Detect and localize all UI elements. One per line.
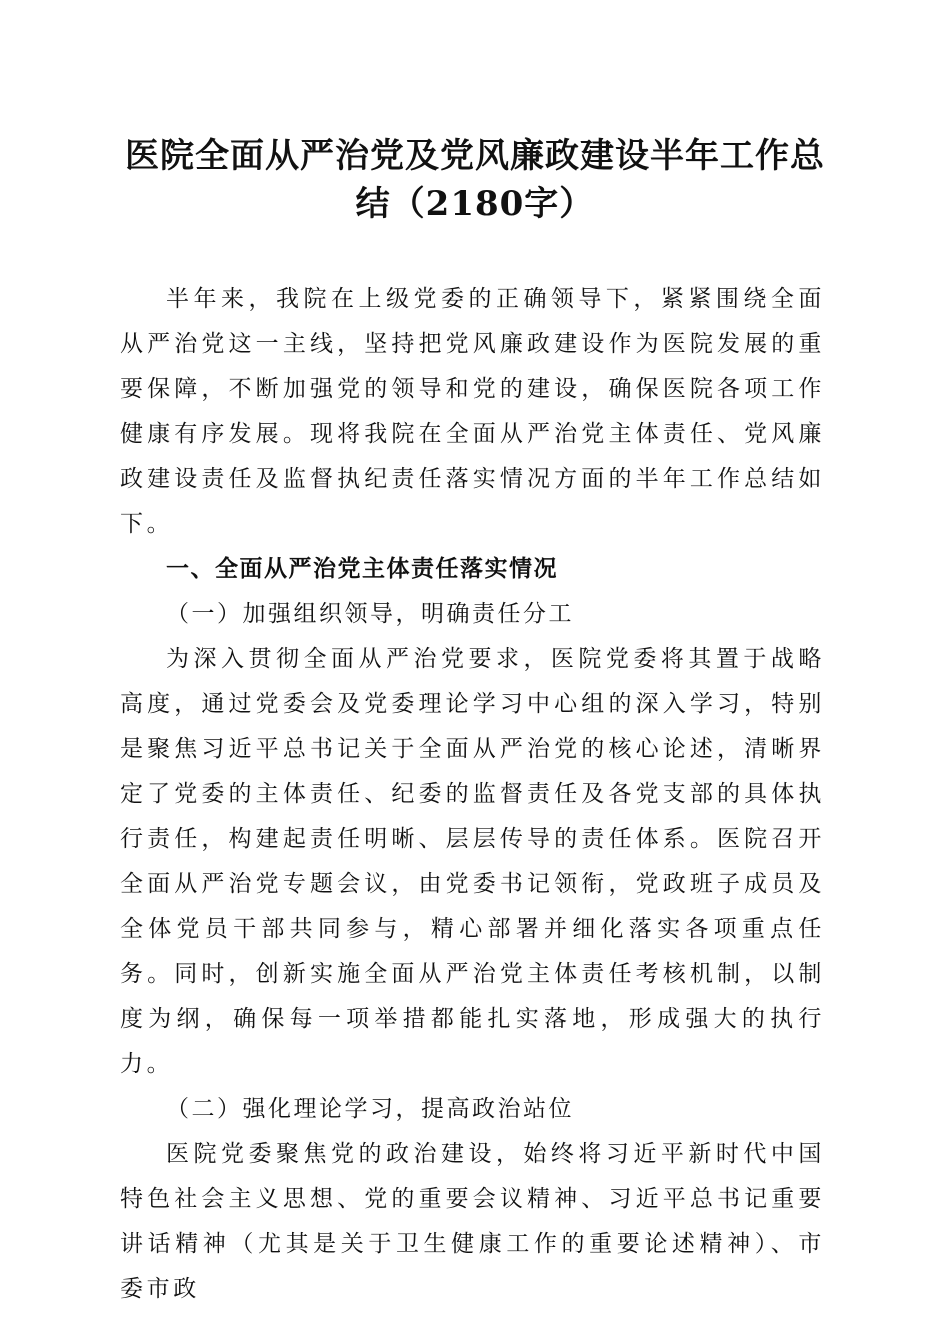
subsection-heading-1: （一）加强组织领导，明确责任分工 xyxy=(166,601,574,627)
document-title: 医院全面从严治党及党风廉政建设半年工作总结（2180字） xyxy=(125,136,825,224)
subsection-heading-2: （二）强化理论学习，提高政治站位 xyxy=(166,1096,574,1122)
body-paragraph-2: 医院党委聚焦党的政治建设，始终将习近平新时代中国特色社会主义思想、党的重要会议精神、习近平总书记重要讲话精神（尤其是关于卫生健康工作的重要论述精神）、市委市政 xyxy=(120,1141,825,1302)
document-body xyxy=(120,277,825,1312)
body-paragraph-1: 为深入贯彻全面从严治党要求，医院党委将其置于战略高度，通过党委会及党委理论学习中心组的深入学习，特别是聚焦习近平总书记关于全面从严治党的核心论述，清晰界定了党委的主体责任、纪委的监督责任及各党支部的具体执行责任，构建起责任明晰、层层传导的责任体系。医院召开全面从严治党专题会议，由党委书记领衔，党政班子成员及全体党员干部共同参与，精心部署并细化落实各项重点任务。同时，创新实施全面从严治党主体责任考核机制，以制度为纲，确保每一项举措都能扎实落地，形成强大的执行力。 xyxy=(120,646,825,1077)
intro-paragraph: 半年来，我院在上级党委的正确领导下，紧紧围绕全面从严治党这一主线，坚持把党风廉政建设作为医院发展的重要保障，不断加强党的领导和党的建设，确保医院各项工作健康有序发展。现将我院在全面从严治党主体责任、党风廉政建设责任及监督执纪责任落实情况方面的半年工作总结如下。 xyxy=(120,286,825,537)
section-heading-1: 一、全面从严治党主体责任落实情况 xyxy=(166,556,558,582)
